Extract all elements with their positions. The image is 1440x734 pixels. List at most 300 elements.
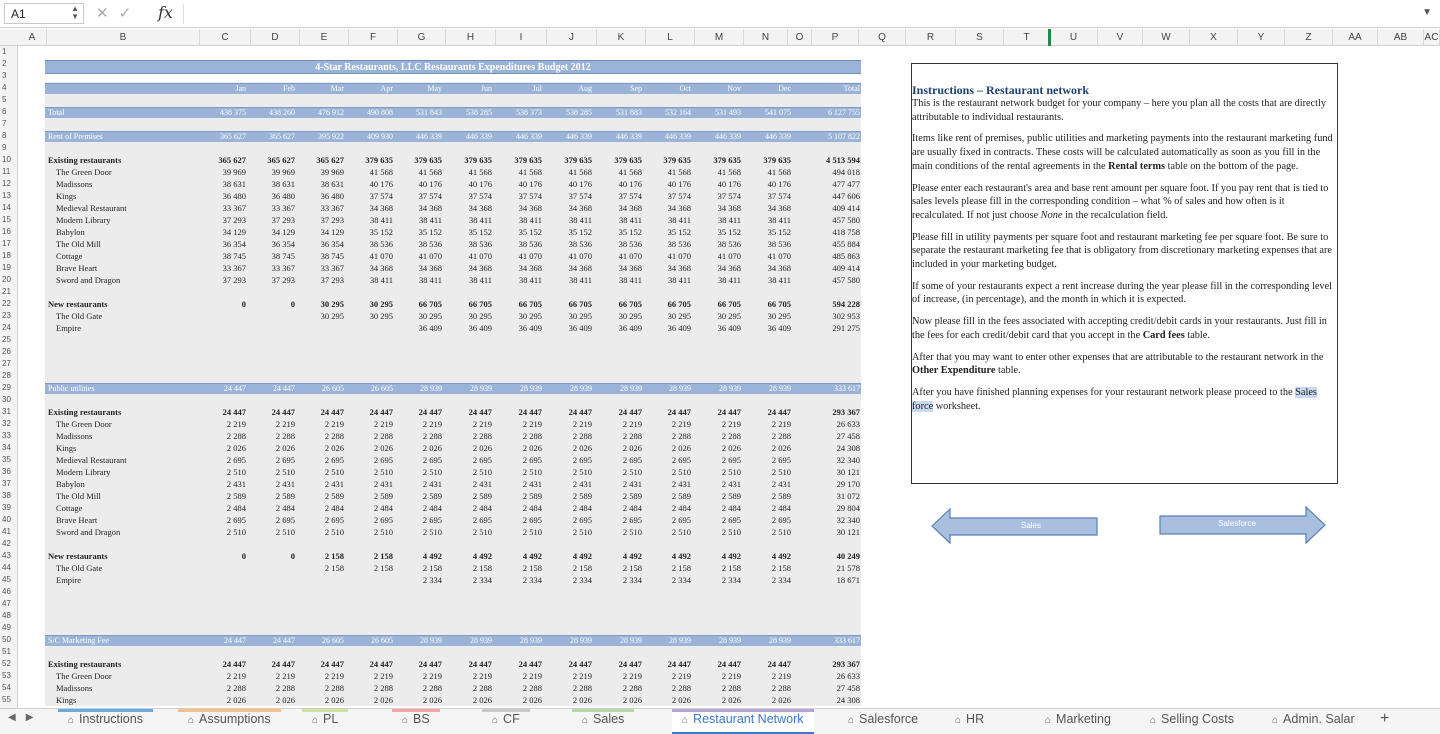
tab-instructions[interactable] <box>58 709 153 734</box>
restaurant-row-value: 2 510 <box>472 467 492 477</box>
section-header-value: 446 339 <box>765 132 791 141</box>
restaurant-row-value: 30 295 <box>618 311 642 321</box>
tab-bs[interactable] <box>392 709 440 734</box>
restaurant-row-value: 2 484 <box>721 503 741 513</box>
restaurant-row-value: 2 695 <box>721 515 741 525</box>
column-header-G[interactable]: G <box>398 29 446 46</box>
section-header-value: 28 939 <box>470 384 492 393</box>
new-restaurants-row-value: 40 249 <box>836 551 860 561</box>
column-header-B[interactable]: B <box>47 29 200 46</box>
lock-icon: ⌂ <box>312 715 319 726</box>
restaurant-row-value: 2 026 <box>622 443 642 453</box>
restaurant-row-value: 30 295 <box>767 311 791 321</box>
restaurant-row-value: 38 411 <box>717 215 741 225</box>
restaurant-row-value: 2 026 <box>373 695 393 705</box>
instructions-p2: Items like rent of premises, public utilities and marketing payments into the restaurant marketing fund are usually fixed in contracts. These costs will be calculated automatically as soon as you fill in the main conditions of the rental agreements in the Rental terms table on the bottom of the page. <box>912 133 1333 172</box>
new-restaurants-row-value: 66 705 <box>418 299 442 309</box>
row-header-12[interactable]: 12 <box>2 179 11 188</box>
row-header-15[interactable]: 15 <box>2 215 11 224</box>
restaurant-row-value: 2 026 <box>324 443 344 453</box>
restaurant-row <box>18 178 863 190</box>
restaurant-row-value: 2 026 <box>572 443 592 453</box>
restaurant-row-value: 2 695 <box>771 455 791 465</box>
column-header-Y[interactable]: Y <box>1238 29 1285 46</box>
restaurant-row-value: 2 026 <box>522 695 542 705</box>
total-row-value: 438 375 <box>220 108 246 117</box>
column-header-F[interactable]: F <box>349 29 398 46</box>
row-header-33[interactable]: 33 <box>2 431 11 440</box>
restaurant-row-value: 41 070 <box>717 251 741 261</box>
restaurant-row-value: 34 368 <box>767 203 791 213</box>
restaurant-row-value: 291 275 <box>832 323 860 333</box>
row-header-18[interactable]: 18 <box>2 251 11 260</box>
restaurant-row-value: 2 219 <box>721 419 741 429</box>
column-header-I[interactable]: I <box>496 29 547 46</box>
restaurant-row-value: 2 026 <box>275 695 295 705</box>
restaurant-row-value: 30 295 <box>667 311 691 321</box>
restaurant-row-value: 40 176 <box>618 179 642 189</box>
restaurant-row-value: 38 536 <box>418 239 442 249</box>
row-header-7[interactable]: 7 <box>2 119 7 128</box>
existing-restaurants-row-value: 24 447 <box>618 407 642 417</box>
row-header-41[interactable]: 41 <box>2 527 11 536</box>
total-row-value: 438 260 <box>269 108 295 117</box>
restaurant-row-value: 447 606 <box>832 191 860 201</box>
restaurant-row <box>18 514 863 526</box>
row-header-11[interactable]: 11 <box>2 167 11 176</box>
restaurant-row-value: 38 745 <box>222 251 246 261</box>
restaurant-row-value: 30 295 <box>468 311 492 321</box>
restaurant-row-value: 37 574 <box>667 191 691 201</box>
restaurant-row-value: 2 158 <box>671 563 691 573</box>
tab-label: Instructions <box>79 712 143 726</box>
month-header-row-value: Jun <box>480 84 492 93</box>
row-header-17[interactable]: 17 <box>2 239 11 248</box>
column-header-H[interactable]: H <box>446 29 496 46</box>
restaurant-row-value: 2 288 <box>721 431 741 441</box>
restaurant-row-value: 2 695 <box>472 455 492 465</box>
section-header-value: 28 939 <box>420 384 442 393</box>
section-header-value: 446 339 <box>566 132 592 141</box>
total-row-value: 490 808 <box>367 108 393 117</box>
restaurant-row-label: Brave Heart <box>56 515 98 525</box>
row-header-54[interactable]: 54 <box>2 683 11 692</box>
restaurant-row-value: 2 431 <box>622 479 642 489</box>
new-restaurants-row-value: 0 <box>290 551 295 561</box>
row-header-52[interactable]: 52 <box>2 659 11 668</box>
restaurant-row-value: 2 219 <box>522 671 542 681</box>
name-box-stepper-icon[interactable]: ▲ ▼ <box>71 4 79 21</box>
restaurant-row-value: 38 411 <box>518 215 542 225</box>
row-header-1[interactable]: 1 <box>2 47 7 56</box>
restaurant-row-label: Madissons <box>56 431 93 441</box>
section-header-value: 28 939 <box>470 636 492 645</box>
forward-to-salesforce-button[interactable] <box>1159 506 1327 544</box>
row-header-49[interactable]: 49 <box>2 623 11 632</box>
existing-restaurants-row-value: 24 447 <box>767 659 791 669</box>
tab-label: Assumptions <box>199 712 271 726</box>
row-header-35[interactable]: 35 <box>2 455 11 464</box>
restaurant-row-value: 302 953 <box>832 311 860 321</box>
restaurant-row-label: Kings <box>56 443 77 453</box>
section-header-value: 365 627 <box>220 132 246 141</box>
back-button-label: Sales <box>1020 521 1041 530</box>
function-icon[interactable]: fx <box>158 3 173 22</box>
restaurant-row-value: 2 026 <box>721 695 741 705</box>
table-title: 4-Star Restaurants, LLC Restaurants Expenditures Budget 2012 <box>45 60 861 74</box>
existing-restaurants-row-value: 24 447 <box>369 659 393 669</box>
restaurant-row-value: 2 695 <box>771 515 791 525</box>
column-header-P[interactable]: P <box>812 29 859 46</box>
restaurant-row-value: 41 070 <box>618 251 642 261</box>
restaurant-row-value: 38 631 <box>222 179 246 189</box>
restaurant-row-value: 2 219 <box>472 419 492 429</box>
row-header-8[interactable]: 8 <box>2 131 7 140</box>
restaurant-row-value: 2 695 <box>324 515 344 525</box>
restaurant-row-value: 2 219 <box>622 419 642 429</box>
new-restaurants-row-value: 66 705 <box>618 299 642 309</box>
row-header-24[interactable]: 24 <box>2 323 11 332</box>
row-header-45[interactable]: 45 <box>2 575 11 584</box>
restaurant-row-value: 2 219 <box>275 671 295 681</box>
restaurant-row-value: 40 176 <box>767 179 791 189</box>
restaurant-row-value: 457 580 <box>832 275 860 285</box>
column-header-J[interactable]: J <box>547 29 597 46</box>
row-header-51[interactable]: 51 <box>2 647 11 656</box>
restaurant-row <box>18 670 863 682</box>
lock-icon: ⌂ <box>1045 715 1052 726</box>
row-header-20[interactable]: 20 <box>2 275 11 284</box>
restaurant-row-value: 18 671 <box>836 575 860 585</box>
row-headers <box>0 46 18 708</box>
restaurant-row-value: 39 969 <box>271 167 295 177</box>
scroll-left-icon[interactable]: ◀ <box>8 712 26 723</box>
column-header-R[interactable]: R <box>906 29 956 46</box>
section-header-value: 24 447 <box>273 384 295 393</box>
column-header-AA[interactable]: AA <box>1333 29 1378 46</box>
restaurant-row-value: 2 589 <box>671 491 691 501</box>
row-header-10[interactable]: 10 <box>2 155 11 164</box>
restaurant-row-value: 37 574 <box>568 191 592 201</box>
column-header-V[interactable]: V <box>1098 29 1143 46</box>
restaurant-row-label: Sword and Dragon <box>56 527 121 537</box>
restaurant-row-value: 37 574 <box>369 191 393 201</box>
column-header-S[interactable]: S <box>956 29 1004 46</box>
restaurant-row-value: 39 969 <box>320 167 344 177</box>
restaurant-row-value: 35 152 <box>418 227 442 237</box>
tab-pl[interactable] <box>302 709 348 734</box>
column-header-K[interactable]: K <box>597 29 646 46</box>
column-header-E[interactable]: E <box>300 29 349 46</box>
restaurant-row-value: 30 121 <box>836 527 860 537</box>
row-header-22[interactable]: 22 <box>2 299 11 308</box>
row-header-2[interactable]: 2 <box>2 59 7 68</box>
restaurant-row-value: 2 510 <box>671 467 691 477</box>
row-header-40[interactable]: 40 <box>2 515 11 524</box>
restaurant-row-value: 36 354 <box>320 239 344 249</box>
restaurant-row-value: 2 431 <box>275 479 295 489</box>
restaurant-row-value: 2 288 <box>622 431 642 441</box>
section-header-value: 24 447 <box>273 636 295 645</box>
restaurant-row-value: 2 695 <box>572 515 592 525</box>
restaurant-row-value: 2 431 <box>226 479 246 489</box>
section-header-value: 24 447 <box>224 384 246 393</box>
tab-marketing[interactable] <box>1035 709 1121 734</box>
restaurant-row-value: 2 510 <box>622 527 642 537</box>
existing-restaurants-row-value: 379 635 <box>763 155 791 165</box>
row-header-6[interactable]: 6 <box>2 107 7 116</box>
restaurant-row-value: 36 409 <box>518 323 542 333</box>
existing-restaurants-row-value: 379 635 <box>663 155 691 165</box>
row-header-5[interactable]: 5 <box>2 95 7 104</box>
restaurant-row-value: 36 480 <box>222 191 246 201</box>
row-header-44[interactable]: 44 <box>2 563 11 572</box>
row-header-4[interactable]: 4 <box>2 83 7 92</box>
column-header-M[interactable]: M <box>695 29 744 46</box>
restaurant-row-value: 2 026 <box>771 443 791 453</box>
row-header-27[interactable]: 27 <box>2 359 11 368</box>
column-header-U[interactable]: U <box>1050 29 1098 46</box>
restaurant-row-value: 2 510 <box>771 527 791 537</box>
restaurant-row-value: 34 368 <box>518 263 542 273</box>
row-header-19[interactable]: 19 <box>2 263 11 272</box>
section-header-value: 395 922 <box>318 132 344 141</box>
restaurant-row-value: 2 219 <box>422 419 442 429</box>
section-header-value: 24 447 <box>224 636 246 645</box>
restaurant-row-value: 27 458 <box>836 683 860 693</box>
restaurant-row-value: 2 589 <box>324 491 344 501</box>
column-header-T[interactable]: T <box>1004 29 1050 46</box>
tab-label: Salesforce <box>859 712 919 726</box>
row-header-47[interactable]: 47 <box>2 599 11 608</box>
restaurant-row-value: 2 288 <box>472 431 492 441</box>
column-header-X[interactable]: X <box>1190 29 1238 46</box>
restaurant-row-value: 38 745 <box>320 251 344 261</box>
month-header-row-value: May <box>427 84 442 93</box>
tab-sales[interactable] <box>572 709 634 734</box>
restaurant-row-value: 41 070 <box>518 251 542 261</box>
restaurant-row-value: 2 219 <box>572 671 592 681</box>
restaurant-row-value: 34 129 <box>222 227 246 237</box>
restaurant-row-label: Babylon <box>56 227 85 237</box>
restaurant-row-value: 2 510 <box>472 527 492 537</box>
restaurant-row-value: 2 288 <box>572 431 592 441</box>
row-header-50[interactable]: 50 <box>2 635 11 644</box>
restaurant-row-value: 2 219 <box>373 671 393 681</box>
restaurant-row-value: 41 070 <box>568 251 592 261</box>
back-to-sales-button[interactable] <box>931 508 1101 544</box>
row-header-30[interactable]: 30 <box>2 395 11 404</box>
existing-restaurants-row-value: 379 635 <box>414 155 442 165</box>
restaurant-row-value: 2 219 <box>721 671 741 681</box>
row-header-37[interactable]: 37 <box>2 479 11 488</box>
restaurant-row-value: 2 431 <box>572 479 592 489</box>
restaurant-row-value: 2 026 <box>324 695 344 705</box>
restaurant-row-value: 41 568 <box>618 167 642 177</box>
tab-cf[interactable] <box>482 709 530 734</box>
row-header-25[interactable]: 25 <box>2 335 11 344</box>
restaurant-row-value: 2 026 <box>226 443 246 453</box>
column-header-D[interactable]: D <box>251 29 300 46</box>
new-restaurants-row-value: 2 158 <box>324 551 344 561</box>
tab-scroll-arrows[interactable] <box>8 712 43 723</box>
row-header-14[interactable]: 14 <box>2 203 11 212</box>
restaurant-row-value: 38 411 <box>767 215 791 225</box>
existing-restaurants-row-value: 24 447 <box>767 407 791 417</box>
tab-restaurant-network[interactable] <box>672 709 814 734</box>
section-header-value: 26 605 <box>371 384 393 393</box>
column-header-N[interactable]: N <box>744 29 788 46</box>
restaurant-row-value: 409 414 <box>832 263 860 273</box>
restaurant-row-value: 2 510 <box>622 467 642 477</box>
restaurant-row <box>18 502 863 514</box>
row-header-46[interactable]: 46 <box>2 587 11 596</box>
restaurant-row-value: 2 219 <box>324 671 344 681</box>
restaurant-row-value: 2 510 <box>721 467 741 477</box>
row-header-48[interactable]: 48 <box>2 611 11 620</box>
restaurant-row-value: 38 631 <box>320 179 344 189</box>
row-header-38[interactable]: 38 <box>2 491 11 500</box>
column-header-A[interactable]: A <box>18 29 47 46</box>
month-header-row-value: Aug <box>578 84 592 93</box>
new-restaurants-row-value: 66 705 <box>568 299 592 309</box>
restaurant-row-value: 24 308 <box>836 443 860 453</box>
column-header-L[interactable]: L <box>646 29 695 46</box>
restaurant-row-value: 34 368 <box>468 203 492 213</box>
name-box[interactable]: A1 ▲ ▼ <box>4 3 84 24</box>
restaurant-row-label: Medieval Restaurant <box>56 455 127 465</box>
existing-restaurants-row-value: 379 635 <box>713 155 741 165</box>
tab-assumptions[interactable] <box>178 709 281 734</box>
section-header-value: 5 107 822 <box>828 132 860 141</box>
row-header-3[interactable]: 3 <box>2 71 7 80</box>
instructions-p5: If some of your restaurants expect a rent increase during the year please fill in the corresponding level of increase, (in percentage), and the month in which it is expected. <box>912 280 1333 306</box>
column-header-Q[interactable]: Q <box>859 29 906 46</box>
restaurant-row-label: The Green Door <box>56 419 112 429</box>
row-header-29[interactable]: 29 <box>2 383 11 392</box>
instructions-p7: After that you may want to enter other expenses that are attributable to the restaurant network in the Other Expenditure table. <box>912 351 1324 377</box>
restaurant-row-value: 33 367 <box>222 203 246 213</box>
restaurant-row-value: 2 431 <box>472 479 492 489</box>
tab-admin-salar[interactable] <box>1262 709 1365 734</box>
tab-salesforce[interactable] <box>838 709 928 734</box>
restaurant-row-value: 38 536 <box>369 239 393 249</box>
restaurant-row-value: 41 070 <box>767 251 791 261</box>
restaurant-row-value: 36 409 <box>568 323 592 333</box>
restaurant-row-value: 34 368 <box>418 263 442 273</box>
restaurant-row-value: 2 334 <box>721 575 741 585</box>
month-header-row-value: Sep <box>630 84 642 93</box>
existing-restaurants-row-value: 4 513 594 <box>826 155 860 165</box>
tab-selling-costs[interactable] <box>1140 709 1244 734</box>
restaurant-row-label: Modern Library <box>56 467 111 477</box>
row-header-39[interactable]: 39 <box>2 503 11 512</box>
restaurant-row-value: 2 431 <box>721 479 741 489</box>
restaurant-row-value: 37 574 <box>418 191 442 201</box>
restaurant-row-value: 2 219 <box>226 671 246 681</box>
restaurant-row-value: 2 334 <box>572 575 592 585</box>
month-header-row-value: Jan <box>235 84 246 93</box>
restaurant-row-value: 2 219 <box>522 419 542 429</box>
restaurant-row-value: 2 431 <box>373 479 393 489</box>
restaurant-row-value: 2 288 <box>324 683 344 693</box>
existing-restaurants-row-value: 24 447 <box>518 407 542 417</box>
restaurant-row-value: 2 026 <box>472 443 492 453</box>
row-header-34[interactable]: 34 <box>2 443 11 452</box>
restaurant-row <box>18 190 863 202</box>
restaurant-row-value: 2 484 <box>373 503 393 513</box>
restaurant-row-value: 40 176 <box>667 179 691 189</box>
row-header-16[interactable]: 16 <box>2 227 11 236</box>
tab-label: Marketing <box>1056 712 1111 726</box>
new-restaurants-row-label: New restaurants <box>48 299 108 309</box>
month-header-row-value: Feb <box>283 84 295 93</box>
section-header-value: 26 605 <box>322 636 344 645</box>
total-row-value: 541 075 <box>765 108 791 117</box>
row-header-36[interactable]: 36 <box>2 467 11 476</box>
row-header-55[interactable]: 55 <box>2 695 11 704</box>
add-sheet-icon[interactable]: + <box>1380 710 1390 727</box>
row-header-13[interactable]: 13 <box>2 191 11 200</box>
row-header-28[interactable]: 28 <box>2 371 11 380</box>
restaurant-row-value: 29 170 <box>836 479 860 489</box>
restaurant-row-value: 2 510 <box>721 527 741 537</box>
column-header-Z[interactable]: Z <box>1285 29 1333 46</box>
instructions-p8: After you have finished planning expenses for your restaurant network please proceed to the Sales force worksheet. <box>912 386 1317 412</box>
column-header-O[interactable]: O <box>788 29 812 46</box>
restaurant-row-value: 38 411 <box>767 275 791 285</box>
expand-formula-icon[interactable]: ▼ <box>1422 7 1432 18</box>
column-header-AC[interactable]: AC <box>1424 29 1440 46</box>
restaurant-row-label: The Old Gate <box>56 311 103 321</box>
row-header-21[interactable]: 21 <box>2 287 11 296</box>
row-header-32[interactable]: 32 <box>2 419 11 428</box>
restaurant-row-value: 2 158 <box>622 563 642 573</box>
scroll-right-icon[interactable]: ▶ <box>25 712 44 723</box>
worksheet-grid[interactable] <box>18 46 1440 708</box>
row-header-43[interactable]: 43 <box>2 551 11 560</box>
confirm-icon[interactable]: ✓ <box>118 5 142 22</box>
column-header-W[interactable]: W <box>1143 29 1190 46</box>
row-header-31[interactable]: 31 <box>2 407 11 416</box>
restaurant-row-value: 2 158 <box>721 563 741 573</box>
column-header-AB[interactable]: AB <box>1378 29 1424 46</box>
restaurant-row-value: 2 431 <box>324 479 344 489</box>
row-header-53[interactable]: 53 <box>2 671 11 680</box>
restaurant-row-value: 38 536 <box>667 239 691 249</box>
cancel-icon[interactable]: ✕ <box>96 5 119 22</box>
restaurant-row-value: 477 477 <box>832 179 860 189</box>
section-header-value: 446 339 <box>416 132 442 141</box>
row-header-9[interactable]: 9 <box>2 143 7 152</box>
column-header-C[interactable]: C <box>200 29 251 46</box>
restaurant-row-value: 2 026 <box>572 695 592 705</box>
row-header-42[interactable]: 42 <box>2 539 11 548</box>
restaurant-row-value: 34 368 <box>369 263 393 273</box>
tab-hr[interactable] <box>945 709 994 734</box>
row-header-26[interactable]: 26 <box>2 347 11 356</box>
existing-restaurants-row-value: 24 447 <box>222 659 246 669</box>
section-header-value: 28 939 <box>520 636 542 645</box>
existing-restaurants-row-label: Existing restaurants <box>48 407 122 417</box>
row-header-23[interactable]: 23 <box>2 311 11 320</box>
restaurant-row-value: 2 288 <box>671 431 691 441</box>
restaurant-row-value: 41 070 <box>667 251 691 261</box>
new-restaurants-row-value: 2 158 <box>373 551 393 561</box>
restaurant-row-value: 2 158 <box>771 563 791 573</box>
restaurant-row-value: 2 695 <box>522 515 542 525</box>
restaurant-row-value: 2 026 <box>373 443 393 453</box>
